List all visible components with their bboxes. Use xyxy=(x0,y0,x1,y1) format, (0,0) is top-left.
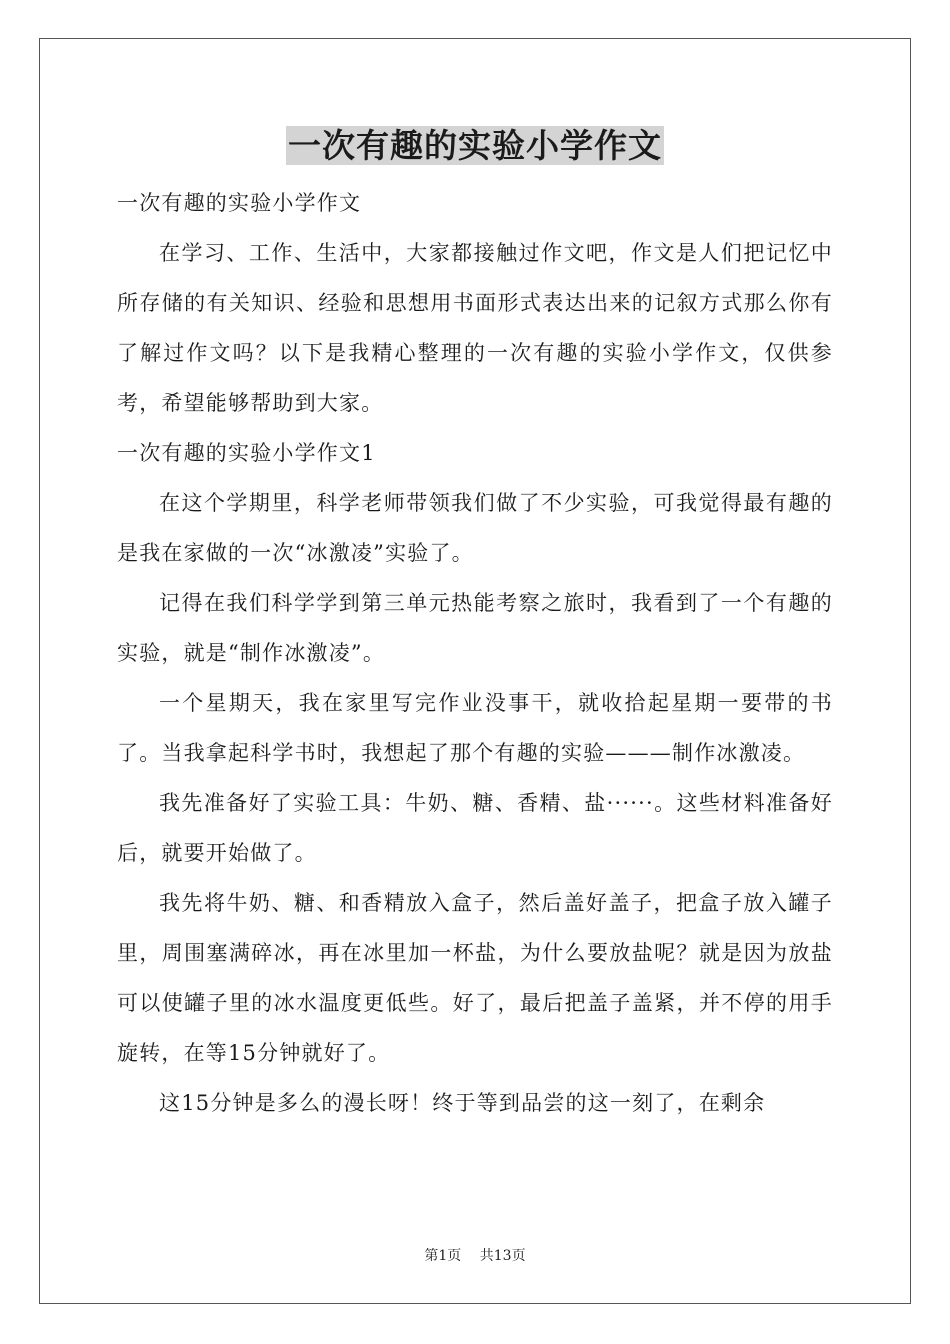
page-number: 第1页 xyxy=(424,1248,462,1264)
paragraph-intro: 在学习、工作、生活中，大家都接触过作文吧，作文是人们把记忆中所存储的有关知识、经验和思想用书面形式表达出来的记叙方式那么你有了解过作文吗？以下是我精心整理的一次有趣的实验小学作文，仅供参考，希望能够帮助到大家。 xyxy=(117,241,833,415)
paragraph-body: 这15分钟是多么的漫长呀！终于等到品尝的这一刻了，在剩余 xyxy=(159,1091,766,1115)
document-title xyxy=(0,124,950,168)
paragraph-body: 在这个学期里，科学老师带领我们做了不少实验，可我觉得最有趣的是我在家做的一次“冰激凌”实验了。 xyxy=(117,491,833,565)
paragraph-body: 我先准备好了实验工具：牛奶、糖、香精、盐······。这些材料准备好后，就要开始做了。 xyxy=(117,791,833,865)
paragraph-body: 我先将牛奶、糖、和香精放入盒子，然后盖好盖子，把盒子放入罐子里，周围塞满碎冰，再在冰里加一杯盐，为什么要放盐呢？就是因为放盐可以使罐子里的冰水温度更低些。好了，最后把盖子盖紧，并不停的用手旋转，在等15分钟就好了。 xyxy=(117,891,833,1065)
page-footer xyxy=(0,1246,950,1266)
paragraph-body: 一个星期天，我在家里写完作业没事干，就收拾起星期一要带的书了。当我拿起科学书时，我想起了那个有趣的实验———制作冰激凌。 xyxy=(117,691,833,765)
document-title-text: 一次有趣的实验小学作文 xyxy=(288,126,662,165)
paragraph-body: 记得在我们科学学到第三单元热能考察之旅时，我看到了一个有趣的实验，就是“制作冰激凌”。 xyxy=(117,591,833,665)
paragraph-section-heading: 一次有趣的实验小学作文1 xyxy=(117,441,376,465)
document-body xyxy=(117,178,833,1128)
page-total: 共13页 xyxy=(479,1248,526,1264)
paragraph-subtitle: 一次有趣的实验小学作文 xyxy=(117,191,362,215)
